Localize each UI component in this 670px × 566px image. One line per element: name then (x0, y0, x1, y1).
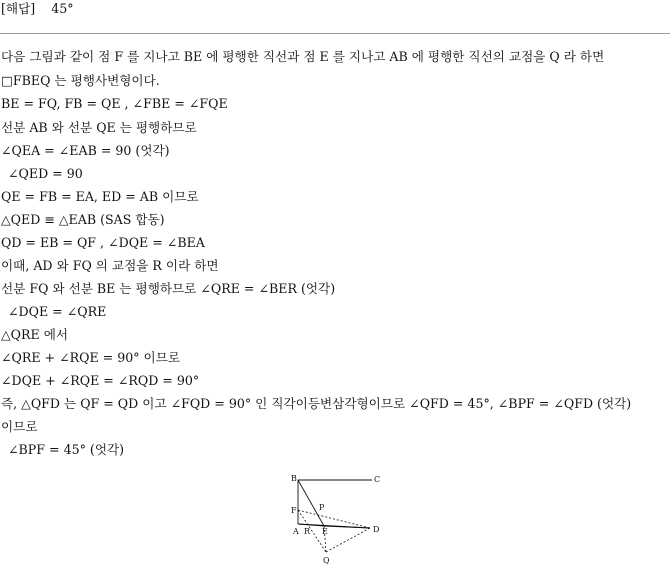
solution-line-3: BE = FQ, FB = QE , ∠FBE = ∠FQE (1, 96, 228, 111)
solution-line-9: QD = EB = QF , ∠DQE = ∠BEA (1, 235, 205, 250)
divider (0, 33, 670, 34)
solution-line-8: △QED ≡ △EAB (SAS 합동) (1, 212, 165, 227)
label-E: E (322, 527, 328, 536)
label-P: P (319, 503, 325, 512)
label-B: B (291, 474, 297, 483)
solution-line-6: ∠QED = 90 (8, 166, 83, 181)
label-A: A (293, 527, 299, 536)
answer-header (1, 1, 74, 17)
label-F: F (291, 506, 297, 515)
label-C: C (374, 475, 381, 484)
answer-label: [해답] (1, 1, 36, 16)
segment-FD (298, 510, 370, 528)
solution-line-14: ∠QRE + ∠RQE = 90° 이므로 (1, 350, 181, 365)
solution-line-4: 선분 AB 와 선분 QE 는 평행하므로 (1, 120, 197, 135)
segment-QD (326, 528, 370, 552)
solution-line-16: 즉, △QFD 는 QF = QD 이고 ∠FQD = 90° 인 직각이등변삼각형이므로 ∠QFD = 45°, ∠BPF = ∠QFD (엇각) (1, 396, 632, 411)
solution-line-5: ∠QEA = ∠EAB = 90 (엇각) (1, 143, 170, 158)
solution-line-15: ∠DQE + ∠RQE = ∠RQD = 90° (1, 373, 200, 388)
answer-value: 45° (51, 1, 74, 16)
label-Q: Q (323, 556, 330, 565)
solution-line-7: QE = FB = EA, ED = AB 이므로 (1, 189, 199, 204)
label-R: R (304, 527, 311, 536)
solution-line-11: 선분 FQ 와 선분 BE 는 평행하므로 ∠QRE = ∠BER (엇각) (1, 281, 336, 296)
solution-line-2: □FBEQ 는 평행사변형이다. (1, 73, 160, 88)
solution-line-18: ∠BPF = 45° (엇각) (8, 442, 125, 457)
geometry-figure (284, 470, 388, 566)
solution-line-1: 다음 그림과 같이 점 F 를 지나고 BE 에 평행한 직선과 점 E 를 지나고 AB 에 평행한 직선의 교점을 Q 라 하면 (1, 49, 605, 64)
label-D: D (373, 525, 380, 534)
solution-line-17: 이므로 (1, 419, 38, 434)
solution-line-13: △QRE 에서 (1, 327, 69, 342)
solution-line-12: ∠DQE = ∠QRE (8, 304, 107, 319)
solution-line-10: 이때, AD 와 FQ 의 교점을 R 이라 하면 (1, 258, 219, 273)
